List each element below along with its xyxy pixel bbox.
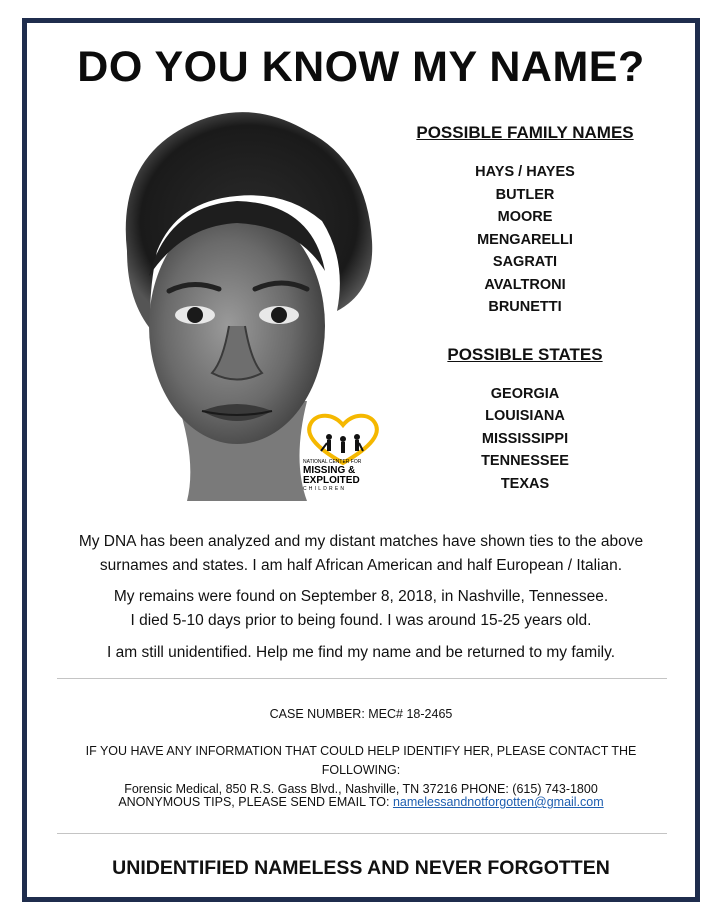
list-item: TEXAS [500, 475, 550, 492]
dna-line-2: surnames and states. I am half African American and half European / Italian. [99, 557, 623, 574]
tips-label: ANONYMOUS TIPS, PLEASE SEND EMAIL TO: [118, 795, 390, 809]
list-item: TENNESSEE [481, 453, 569, 469]
family-names-list [407, 161, 643, 319]
list-item: LOUISIANA [485, 408, 565, 424]
logo-line1: NATIONAL CENTER FOR [303, 459, 362, 465]
logo-line2: MISSING & [303, 465, 356, 476]
states-heading: POSSIBLE STATES [447, 344, 603, 364]
anonymous-tips [47, 793, 675, 812]
list-item: MENGARELLI [477, 231, 573, 248]
contact-line-1: IF YOU HAVE ANY INFORMATION THAT COULD HELP IDENTIFY HER, PLEASE CONTACT THE FOLLOWING: [85, 744, 637, 777]
list-item: SAGRATI [492, 254, 558, 270]
ncmec-logo [303, 411, 383, 493]
list-item: HAYS / HAYES [475, 164, 575, 180]
footer-slogan: UNIDENTIFIED NAMELESS AND NEVER FORGOTTEN [112, 857, 610, 879]
email-link[interactable]: namelessandnotforgotten@gmail.com [392, 795, 604, 809]
remains-line-1: My remains were found on September 8, 2018, in Nashville, Tennessee. [113, 588, 609, 605]
case-number: CASE NUMBER: MEC# 18-2465 [269, 707, 453, 721]
logo-line3: EXPLOITED [303, 475, 360, 486]
list-item: MISSISSIPPI [481, 430, 569, 447]
poster-frame [22, 18, 700, 902]
list-item: BUTLER [495, 186, 555, 203]
contact-line-2: Forensic Medical, 850 R.S. Gass Blvd., Nashville, TN 37216 PHONE: (615) 743-1800 [124, 782, 598, 796]
contact-info [47, 742, 675, 799]
dna-line-1: My DNA has been analyzed and my distant matches have shown ties to the above [78, 533, 644, 550]
list-item: AVALTRONI [484, 276, 566, 293]
family-names-heading: POSSIBLE FAMILY NAMES [416, 123, 634, 142]
logo-line4: CHILDREN [303, 486, 347, 492]
divider [57, 678, 667, 679]
remains-paragraph [47, 585, 675, 633]
info-column [407, 123, 643, 495]
list-item: GEORGIA [490, 385, 560, 402]
list-item: BRUNETTI [488, 299, 562, 315]
divider [57, 833, 667, 834]
list-item: MOORE [497, 209, 553, 225]
unidentified-paragraph: I am still unidentified. Help me find my name and be returned to my family. [107, 644, 615, 661]
remains-line-2: I died 5-10 days prior to being found. I was around 15-25 years old. [130, 612, 592, 629]
dna-paragraph [47, 530, 675, 578]
states-list [407, 383, 643, 496]
page-title: DO YOU KNOW MY NAME? [77, 43, 645, 91]
